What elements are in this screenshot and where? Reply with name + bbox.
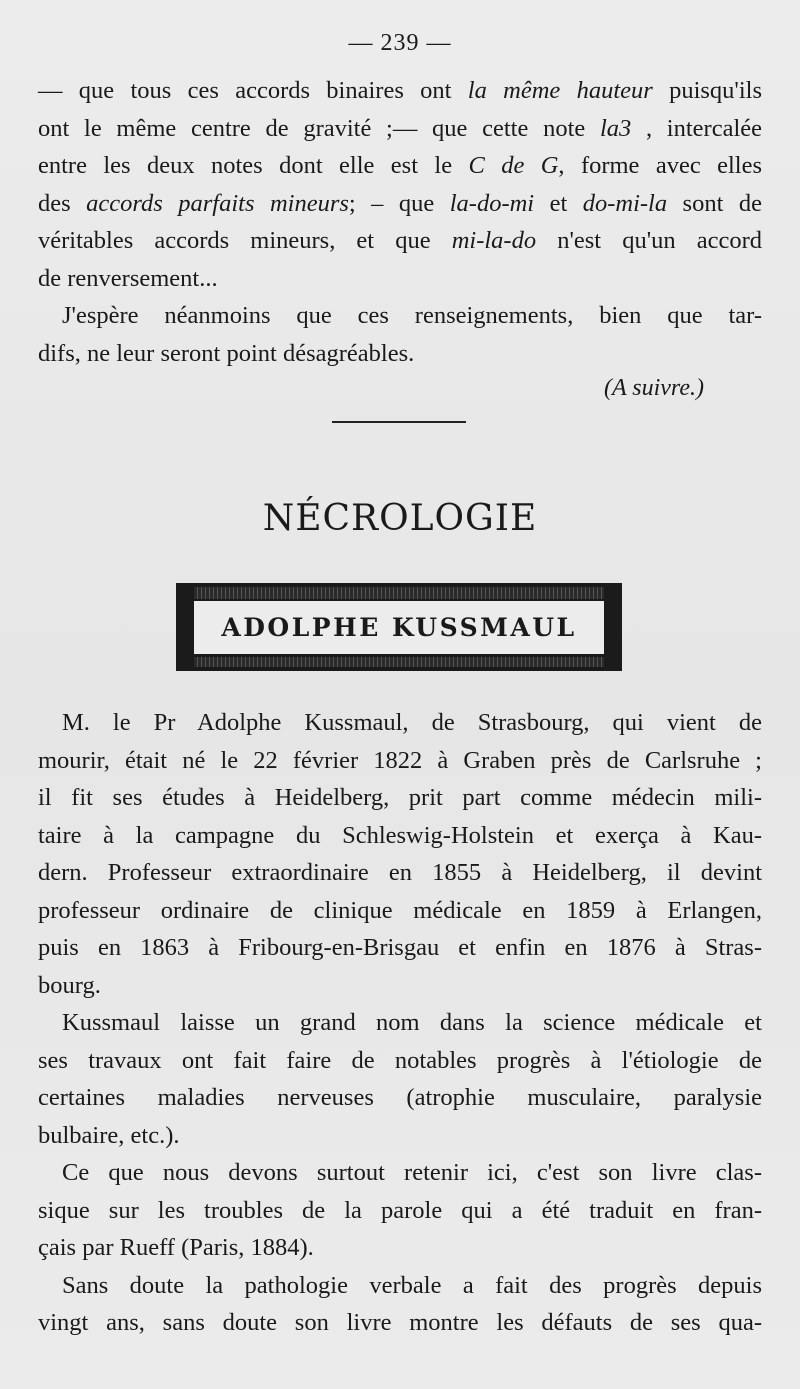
page-number: — 239 — <box>348 30 452 56</box>
text-line <box>38 222 762 260</box>
text-run: sont de <box>667 189 762 217</box>
name-box <box>176 583 622 671</box>
text-line: difs, ne leur seront point désagréables. <box>38 339 415 367</box>
a-suivre-note: (A suivre.) <box>604 375 704 401</box>
text-line: Sans doute la pathologie verbale a fait des progrès depuis <box>62 1271 762 1299</box>
italic-run: C de G <box>468 152 559 179</box>
text-run: , forme avec elles <box>558 152 762 179</box>
text-line: çais par Rueff (Paris, 1884). <box>38 1234 314 1261</box>
italic-run: do-mi-la <box>582 189 668 217</box>
text-run: ont le même centre de gravité ;— que cette note <box>38 114 600 142</box>
text-line: M. le Pr Adolphe Kussmaul, de Strasbourg, qui vient de <box>62 709 762 736</box>
name-box-bottom-border <box>194 657 604 667</box>
text-line <box>38 147 762 185</box>
italic-run: la3 <box>599 114 632 142</box>
name-box-label: ADOLPHE KUSSMAUL <box>221 613 577 642</box>
text-run: ; – que <box>348 189 450 217</box>
text-line <box>38 185 762 223</box>
obituary-body <box>38 704 762 1342</box>
italic-run: la même hauteur <box>467 77 653 104</box>
section-title: NÉCROLOGIE <box>262 498 538 539</box>
text-line: vingt ans, sans doute son livre montre les défauts de ses qua- <box>38 1309 762 1336</box>
text-line <box>38 110 762 148</box>
name-box-top-border <box>194 587 604 599</box>
text-run: — que tous ces accords binaires ont <box>38 77 468 104</box>
text-run: de renversement... <box>38 264 218 292</box>
text-run: n'est qu'un accord <box>536 227 762 254</box>
second-paragraph <box>38 297 762 372</box>
text-run: et <box>534 189 583 217</box>
paragraph <box>38 1267 762 1342</box>
text-line: J'espère néanmoins que ces renseignements, bien que tar- <box>62 302 762 329</box>
text-line: bourg. <box>38 971 101 999</box>
text-run: puisqu'ils <box>652 77 762 104</box>
name-box-inner <box>194 601 604 654</box>
text-line: professeur ordinaire de clinique médicale en 1859 à Erlangen, <box>38 896 762 924</box>
paragraph <box>38 1004 762 1154</box>
italic-run: mi-la-do <box>451 227 537 254</box>
text-line: puis en 1863 à Fribourg-en-Brisgau et enfin en 1876 à Stras- <box>38 934 762 961</box>
text-line: Kussmaul laisse un grand nom dans la science médicale et <box>62 1009 762 1036</box>
text-line: il fit ses études à Heidelberg, prit part comme médecin mili- <box>38 784 762 811</box>
text-line: dern. Professeur extraordinaire en 1855 à Heidelberg, il devint <box>38 859 762 886</box>
text-run: entre les deux notes dont elle est le <box>38 152 469 179</box>
text-line: Ce que nous devons surtout retenir ici, c'est son livre clas- <box>62 1159 762 1186</box>
italic-run: la-do-mi <box>449 189 535 217</box>
text-line: mourir, était né le 22 février 1822 à Graben près de Carlsruhe ; <box>38 746 762 774</box>
text-line: sique sur les troubles de la parole qui a été traduit en fran- <box>38 1196 762 1224</box>
text-line: ses travaux ont fait faire de notables progrès à l'étiologie de <box>38 1046 762 1074</box>
italic-run: accords parfaits mineurs <box>86 189 349 217</box>
text-line <box>38 260 762 298</box>
text-run: , intercalée <box>631 114 762 142</box>
text-line: certaines maladies nerveuses (atrophie musculaire, paralysie <box>38 1084 762 1111</box>
text-run: véritables accords mineurs, et que <box>38 227 452 254</box>
text-line <box>38 72 762 110</box>
text-line: taire à la campagne du Schleswig-Holstein et exerça à Kau- <box>38 821 762 849</box>
text-line: bulbaire, etc.). <box>38 1121 180 1149</box>
paragraph <box>38 704 762 1004</box>
top-paragraph <box>38 72 762 297</box>
paragraph <box>38 1154 762 1267</box>
separator-rule <box>332 421 466 423</box>
text-run: des <box>38 189 87 217</box>
